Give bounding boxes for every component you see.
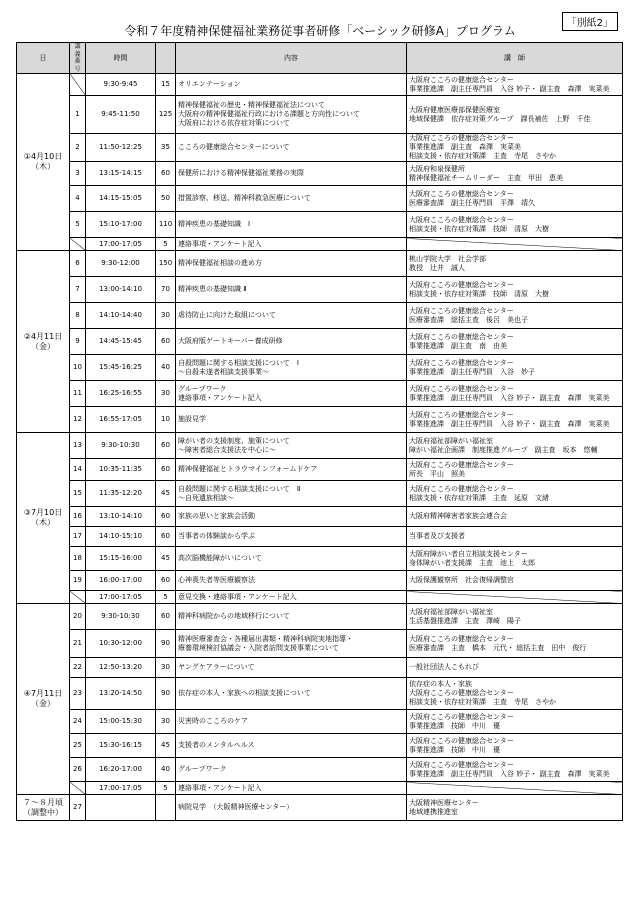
duration-cell: 30 (156, 658, 176, 678)
table-row (17, 162, 623, 186)
content-cell: 家族の思いと家族会活動 (176, 507, 407, 527)
table-row (17, 630, 623, 658)
time-cell: 14:45-15:45 (86, 329, 156, 355)
lecture-number: 26 (70, 758, 86, 782)
duration-cell: 15 (156, 74, 176, 96)
table-row (17, 329, 623, 355)
duration-cell: 90 (156, 678, 176, 710)
lecture-number: 11 (70, 381, 86, 407)
duration-cell: 45 (156, 734, 176, 758)
header-time: 時間 (86, 43, 156, 74)
day-cell: ②4月11日（金） (17, 251, 70, 433)
lecturer-cell: 桃山学院大学 社会学部 教授 辻井 誠人 (407, 251, 623, 277)
lecture-number: 9 (70, 329, 86, 355)
lecturer-cell: 大阪府こころの健康総合センター 事業推進課 副主査 森澤 実菜美 相談支援・依存症対策課 主査 寺尾 さやか (407, 134, 623, 162)
time-cell: 16:55-17:05 (86, 407, 156, 433)
table-row (17, 481, 623, 507)
content-cell: 心神喪失者等医療観察法 (176, 571, 407, 591)
lecture-number: 23 (70, 678, 86, 710)
content-cell: 大阪府版ゲートキーパー養成研修 (176, 329, 407, 355)
content-cell: 災害時のこころのケア (176, 710, 407, 734)
table-row (17, 277, 623, 303)
day-cell: ７～８月頃 （調整中） (17, 795, 70, 821)
content-cell: ヤングケアラーについて (176, 658, 407, 678)
header-row (17, 43, 623, 74)
lecturer-cell: 大阪府こころの健康総合センター 事業推進課 副主任専門員 入谷 妙子・ 副主査 森澤 実菜美 (407, 758, 623, 782)
day-cell: ④7月11日（金） (17, 604, 70, 795)
duration-cell (156, 795, 176, 821)
table-row (17, 507, 623, 527)
table-row (17, 795, 623, 821)
header-day: 日 (17, 43, 70, 74)
duration-cell: 45 (156, 481, 176, 507)
content-cell: 精神保健福祉の歴史・精神保健福祉法について 大阪府の精神保健福祉行政における課題と方向性について 大阪府における依存症対策について (176, 96, 407, 134)
duration-cell: 5 (156, 591, 176, 604)
duration-cell: 60 (156, 507, 176, 527)
duration-cell: 60 (156, 329, 176, 355)
content-cell: 自殺問題に関する相談支援について Ⅱ ～自死遺族相談～ (176, 481, 407, 507)
content-cell: 精神保健福祉とトラウマインフォームドケア (176, 459, 407, 481)
table-row (17, 303, 623, 329)
time-cell: 16:20-17:00 (86, 758, 156, 782)
table-row (17, 381, 623, 407)
time-cell: 9:30-10:30 (86, 433, 156, 459)
day-cell: ①4月10日（木） (17, 74, 70, 251)
lecture-number: 4 (70, 186, 86, 212)
time-cell: 15:10-17:00 (86, 212, 156, 238)
lecture-number: 24 (70, 710, 86, 734)
program-table (16, 42, 623, 821)
content-cell: 精神科病院からの地域移行について (176, 604, 407, 630)
duration-cell: 5 (156, 782, 176, 795)
lecture-number: 6 (70, 251, 86, 277)
header-lecturer: 講 師 (407, 43, 623, 74)
lecturer-cell: 大阪府こころの健康総合センター 相談支援・依存症対策課 技師 清原 大樹 (407, 212, 623, 238)
table-row (17, 782, 623, 795)
lecturer-cell: 大阪府こころの健康総合センター 所長 平山 照美 (407, 459, 623, 481)
lecturer-cell (407, 591, 623, 604)
lecturer-cell: 大阪府こころの健康総合センター 事業推進課 副主任専門員 入谷 妙子 (407, 355, 623, 381)
lecturer-cell: 大阪保護観察所 社会復帰調整官 (407, 571, 623, 591)
time-cell: 13:10-14:10 (86, 507, 156, 527)
time-cell: 15:45-16:25 (86, 355, 156, 381)
time-cell: 16:00-17:00 (86, 571, 156, 591)
lecture-number (70, 238, 86, 251)
lecture-number: 1 (70, 96, 86, 134)
lecturer-cell: 大阪府こころの健康総合センター 相談支援・依存症対策課 主査 延原 文緒 (407, 481, 623, 507)
content-cell: 施設見学 (176, 407, 407, 433)
table-row (17, 678, 623, 710)
duration-cell: 45 (156, 547, 176, 571)
lecture-number (70, 74, 86, 96)
lecture-number: 3 (70, 162, 86, 186)
lecturer-cell: 依存症の本人・家族 大阪府こころの健康総合センター 相談支援・依存症対策課 主査 寺尾 さやか (407, 678, 623, 710)
time-cell: 17:00-17:05 (86, 591, 156, 604)
lecturer-cell: 大阪府こころの健康総合センター 事業推進課 副主任専門員 入谷 妙子・ 副主査 森澤 実菜美 (407, 381, 623, 407)
content-cell: 保健所における精神保健福祉業務の実際 (176, 162, 407, 186)
header-num: 講義番号 (70, 43, 86, 74)
lecture-number: 21 (70, 630, 86, 658)
table-row (17, 710, 623, 734)
lecture-number: 16 (70, 507, 86, 527)
time-cell: 14:15-15:05 (86, 186, 156, 212)
lecturer-cell (407, 238, 623, 251)
time-cell: 17:00-17:05 (86, 238, 156, 251)
lecturer-cell: 大阪府健康医療部保健医療室 地域保健課 依存症対策グループ 課長補佐 上野 千佳 (407, 96, 623, 134)
content-cell: 連絡事項・アンケート記入 (176, 782, 407, 795)
lecturer-cell: 大阪精神医療センター 地域連携推進室 (407, 795, 623, 821)
lecture-number (70, 782, 86, 795)
lecture-number: 13 (70, 433, 86, 459)
lecturer-cell: 大阪府障がい者自立相談支援センター 身体障がい者支援課 主査 池上 太郎 (407, 547, 623, 571)
time-cell: 12:50-13:20 (86, 658, 156, 678)
lecture-number: 10 (70, 355, 86, 381)
lecture-number: 25 (70, 734, 86, 758)
duration-cell: 110 (156, 212, 176, 238)
lecturer-cell: 大阪府こころの健康総合センター 相談支援・依存症対策課 技師 清原 大樹 (407, 277, 623, 303)
time-cell: 14:10-15:10 (86, 527, 156, 547)
time-cell: 14:10-14:40 (86, 303, 156, 329)
annex-label: 「別紙2」 (562, 12, 618, 31)
lecturer-cell: 大阪府こころの健康総合センター 医療審査課 副主任専門員 平澤 靖久 (407, 186, 623, 212)
table-row (17, 459, 623, 481)
table-row (17, 658, 623, 678)
lecturer-cell: 一般社団法人こもれび (407, 658, 623, 678)
time-cell: 10:35-11:35 (86, 459, 156, 481)
table-row (17, 96, 623, 134)
time-cell: 17:00-17:05 (86, 782, 156, 795)
content-cell: 支援者のメンタルヘルス (176, 734, 407, 758)
duration-cell: 30 (156, 710, 176, 734)
duration-cell: 10 (156, 407, 176, 433)
time-cell: 15:00-15:30 (86, 710, 156, 734)
table-row (17, 251, 623, 277)
duration-cell: 90 (156, 630, 176, 658)
lecture-number: 27 (70, 795, 86, 821)
duration-cell: 60 (156, 571, 176, 591)
table-row (17, 604, 623, 630)
lecture-number (70, 591, 86, 604)
table-row (17, 547, 623, 571)
lecturer-cell: 大阪府こころの健康総合センター 事業推進課 副主任専門員 入谷 妙子・ 副主査 森澤 実菜美 (407, 407, 623, 433)
content-cell: 依存症の本人・家族への相談支援について (176, 678, 407, 710)
lecture-number: 20 (70, 604, 86, 630)
content-cell: オリエンテーション (176, 74, 407, 96)
content-cell: 高次脳機能障がいについて (176, 547, 407, 571)
lecture-number: 8 (70, 303, 86, 329)
content-cell: 虐待防止に向けた取組について (176, 303, 407, 329)
content-cell: 精神保健福祉相談の進め方 (176, 251, 407, 277)
table-row (17, 591, 623, 604)
content-cell: グループワーク (176, 758, 407, 782)
content-cell: 精神疾患の基礎知識 Ⅱ (176, 277, 407, 303)
content-cell: 措置診察、移送、精神科救急医療について (176, 186, 407, 212)
content-cell: 当事者の体験談から学ぶ (176, 527, 407, 547)
time-cell: 16:25-16:55 (86, 381, 156, 407)
duration-cell: 40 (156, 355, 176, 381)
duration-cell: 30 (156, 303, 176, 329)
content-cell: 精神疾患の基礎知識 Ⅰ (176, 212, 407, 238)
page-title: 令和７年度精神保健福祉業務従事者研修「ベーシック研修A」プログラム (124, 24, 516, 38)
table-row (17, 527, 623, 547)
time-cell: 9:45-11:50 (86, 96, 156, 134)
lecture-number: 2 (70, 134, 86, 162)
duration-cell: 60 (156, 459, 176, 481)
table-row (17, 407, 623, 433)
lecturer-cell: 大阪府精神障害者家族会連合会 (407, 507, 623, 527)
duration-cell: 60 (156, 433, 176, 459)
time-cell: 9:30-9:45 (86, 74, 156, 96)
lecture-number: 12 (70, 407, 86, 433)
lecture-number: 15 (70, 481, 86, 507)
table-row (17, 134, 623, 162)
lecturer-cell: 大阪府こころの健康総合センター 事業推進課 副主査 南 由美 (407, 329, 623, 355)
time-cell: 15:15-16:00 (86, 547, 156, 571)
duration-cell: 60 (156, 527, 176, 547)
time-cell: 11:50-12:25 (86, 134, 156, 162)
time-cell: 9:30-12:00 (86, 251, 156, 277)
table-row (17, 571, 623, 591)
lecture-number: 17 (70, 527, 86, 547)
content-cell: 障がい者の支援制度、施策について ～障害者総合支援法を中心に～ (176, 433, 407, 459)
lecturer-cell: 大阪府和泉保健所 精神保健福祉チームリーダー 主査 甲田 恵美 (407, 162, 623, 186)
duration-cell: 35 (156, 134, 176, 162)
lecturer-cell: 大阪府こころの健康総合センター 事業推進課 副主任専門員 入谷 妙子・ 副主査 森澤 実菜美 (407, 74, 623, 96)
time-cell (86, 795, 156, 821)
table-row (17, 212, 623, 238)
table-row (17, 238, 623, 251)
lecture-number: 7 (70, 277, 86, 303)
duration-cell: 5 (156, 238, 176, 251)
lecturer-cell: 大阪府福祉部障がい福祉室 生活基盤推進課 主査 澤崎 陽子 (407, 604, 623, 630)
time-cell: 11:35-12:20 (86, 481, 156, 507)
table-row (17, 186, 623, 212)
time-cell: 13:15-14:15 (86, 162, 156, 186)
lecturer-cell: 大阪府福祉部障がい福祉室 障がい福祉企画課 制度推進グループ 副主査 坂本 悠輔 (407, 433, 623, 459)
header-content: 内容 (176, 43, 407, 74)
duration-cell: 40 (156, 758, 176, 782)
lecturer-cell: 大阪府こころの健康総合センター 事業推進課 技師 中川 優 (407, 710, 623, 734)
lecturer-cell: 大阪府こころの健康総合センター 医療審査課 総括主査 後呂 美也子 (407, 303, 623, 329)
lecturer-cell (407, 782, 623, 795)
duration-cell: 70 (156, 277, 176, 303)
day-cell: ③7月10日（木） (17, 433, 70, 604)
content-cell: 精神医療審査会・各種届出書類・精神科病院実地指導・ 療養環境検討協議会・入院者訪問支援事業について (176, 630, 407, 658)
content-cell: 連絡事項・アンケート記入 (176, 238, 407, 251)
duration-cell: 125 (156, 96, 176, 134)
lecturer-cell: 大阪府こころの健康総合センター 事業推進課 技師 中川 優 (407, 734, 623, 758)
time-cell: 15:30-16:15 (86, 734, 156, 758)
duration-cell: 30 (156, 381, 176, 407)
lecture-number: 19 (70, 571, 86, 591)
lecturer-cell: 当事者及び支援者 (407, 527, 623, 547)
duration-cell: 60 (156, 162, 176, 186)
time-cell: 13:00-14:10 (86, 277, 156, 303)
duration-cell: 50 (156, 186, 176, 212)
lecture-number: 18 (70, 547, 86, 571)
time-cell: 13:20-14:50 (86, 678, 156, 710)
content-cell: グループワーク 連絡事項・アンケート記入 (176, 381, 407, 407)
table-row (17, 74, 623, 96)
content-cell: 自殺問題に関する相談支援について Ⅰ ～自殺未遂者相談支援事業～ (176, 355, 407, 381)
lecturer-cell: 大阪府こころの健康総合センター 医療審査課 主査 橋本 元代・ 総括主査 田中 俊行 (407, 630, 623, 658)
lecture-number: 14 (70, 459, 86, 481)
table-row (17, 355, 623, 381)
table-row (17, 433, 623, 459)
lecture-number: 22 (70, 658, 86, 678)
time-cell: 9:30-10:30 (86, 604, 156, 630)
content-cell: こころの健康総合センターについて (176, 134, 407, 162)
time-cell: 10:30-12:00 (86, 630, 156, 658)
header-duration (156, 43, 176, 74)
duration-cell: 60 (156, 604, 176, 630)
table-row (17, 758, 623, 782)
lecture-number: 5 (70, 212, 86, 238)
content-cell: 意見交換・連絡事項・アンケート記入 (176, 591, 407, 604)
table-row (17, 734, 623, 758)
duration-cell: 150 (156, 251, 176, 277)
content-cell: 病院見学 （大阪精神医療センター） (176, 795, 407, 821)
